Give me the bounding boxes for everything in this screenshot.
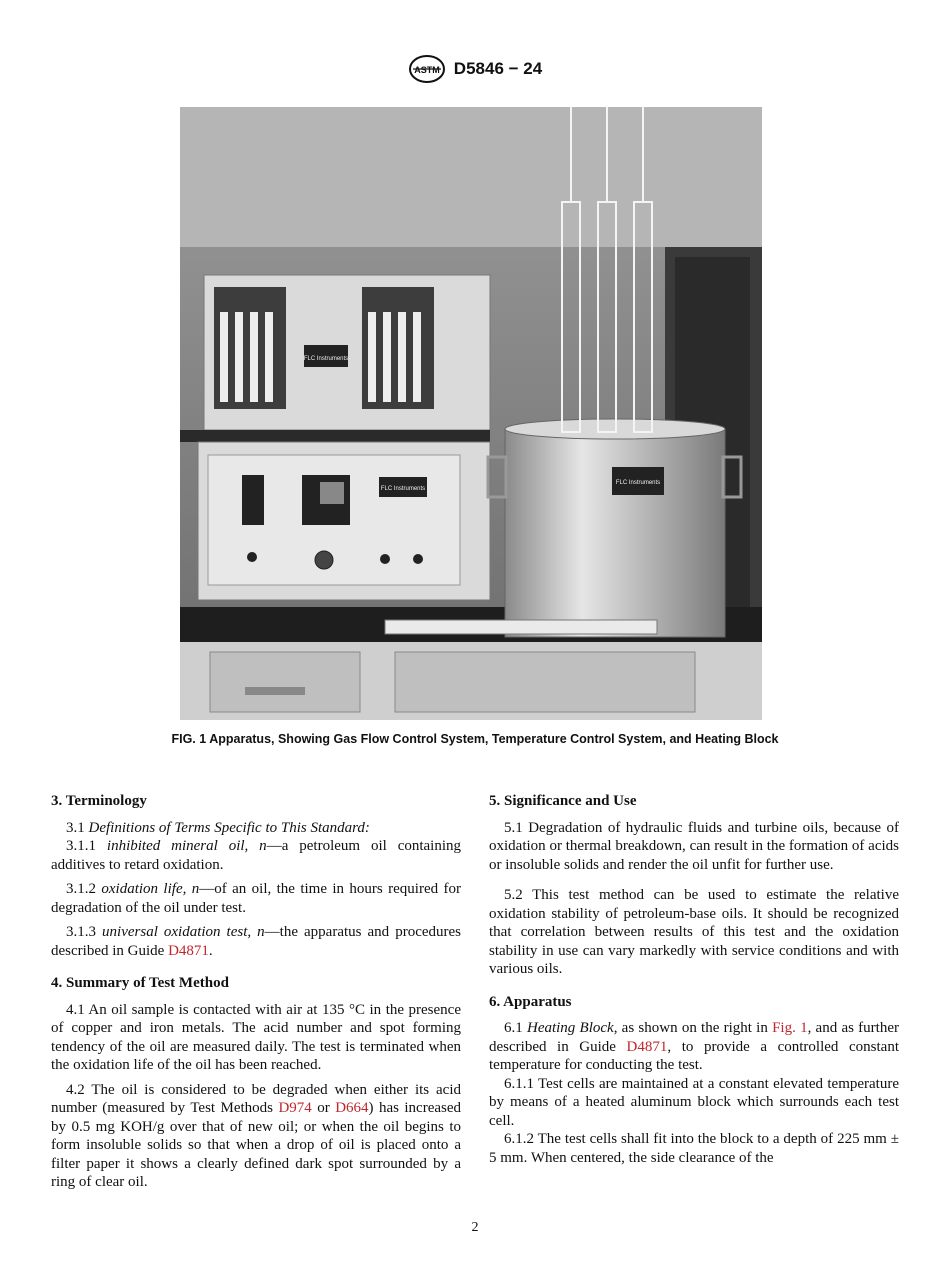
astm-logo-icon [408, 54, 446, 84]
para-5-1: 5.1 Degradation of hydraulic fluids and turbine oils, because of oxidation or thermal breakdown, can result in the formation of acids or insoluble solids and render the oil unfit for further use. [489, 819, 899, 873]
page-number: 2 [471, 1220, 479, 1235]
section-4 [51, 974, 461, 1192]
para-5-2: 5.2 This test method can be used to estimate the relative oxidation stability of petroleum-base oils. It should be recognized that correlation between results of this test and the oxidation stability in use can vary markedly with service conditions and with various oils. [489, 887, 899, 977]
ref-d4871-link-2[interactable]: D4871 [626, 1038, 668, 1055]
para-4-1: 4.1 An oil sample is contacted with air at 135 °C in the presence of copper and iron metals. The acid number and spot forming tendency of the oil are measured daily. The test is terminated when the oxidation life of the oil has been reached. [51, 1001, 461, 1073]
para-3-1-2: 3.1.2 oxidation life, n—of an oil, the time in hours required for degradation of the oil under test. [51, 881, 462, 916]
ref-fig-1-link[interactable]: Fig. 1 [772, 1020, 808, 1036]
figure-caption: FIG. 1 Apparatus, Showing Gas Flow Control System, Temperature Control System, and Heating Block [171, 732, 779, 746]
para-6-1: 6.1 Heating Block, as shown on the right in Fig. 1, and as further described in Guide D4871, to provide a controlled constant temperature for conducting the test. [489, 1020, 899, 1073]
ref-d974-link[interactable]: D974 [278, 1100, 312, 1116]
apparatus-photo [180, 107, 762, 720]
para-6-1-1: 6.1.1 Test cells are maintained at a constant elevated temperature by means of a heated aluminum block which surrounds each test cell. [489, 1075, 899, 1129]
section-5 [489, 792, 899, 979]
section-3 [51, 792, 461, 960]
ref-d4871-link[interactable]: D4871 [168, 942, 209, 959]
block-label-plate: FLC Instruments [615, 480, 661, 486]
upper-label-plate: FLC Instruments [303, 356, 349, 362]
section-3-title: 3. Terminology [51, 793, 147, 809]
page-header [0, 52, 950, 86]
section-6 [489, 993, 899, 1168]
para-4-2: 4.2 The oil is considered to be degraded when either its acid number (measured by Test Methods D974 or D664) has increased by 0.5 mg KOH/g over that of new oil; or when the oil begins to form insoluble solids so that when a drop of oil is placed onto a filter paper it shows a clearly defined dark spot surrounded by a ring of clear oil. [51, 1081, 462, 1190]
para-3-1: 3.1 Definitions of Terms Specific to This Standard: [66, 819, 370, 836]
left-column [51, 792, 461, 1192]
astm-logo-text: ASTM [414, 65, 440, 75]
para-6-1-2: 6.1.2 The test cells shall fit into the block to a depth of 225 mm ± 5 mm. When centered, the side clearance of the [489, 1131, 899, 1166]
ref-d664-link[interactable]: D664 [335, 1100, 369, 1116]
para-3-1-1: 3.1.1 inhibited mineral oil, n—a petroleum oil containing additives to retard oxidation. [51, 838, 462, 873]
designation: D5846 − 24 [453, 59, 543, 78]
section-6-title: 6. Apparatus [489, 993, 572, 1010]
right-column [489, 792, 899, 1167]
section-4-title: 4. Summary of Test Method [51, 975, 229, 991]
lower-label-plate: FLC Instruments [380, 486, 426, 492]
para-3-1-3: 3.1.3 universal oxidation test, n—the apparatus and procedures described in Guide D4871. [51, 924, 461, 959]
section-5-title: 5. Significance and Use [489, 793, 637, 809]
